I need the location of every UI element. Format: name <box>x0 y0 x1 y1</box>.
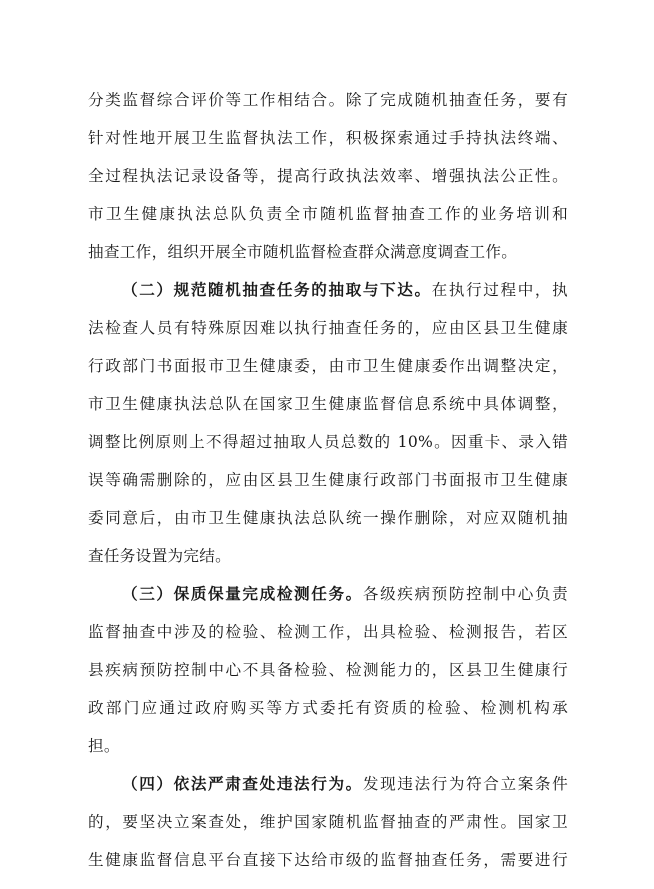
paragraph-line: 误等确需删除的，应由区县卫生健康行政部门书面报市卫生健康 <box>88 471 568 489</box>
section-heading: （四）依法严肃查处违法行为。 <box>122 774 363 793</box>
paragraph-line: 政部门应通过政府购买等方式委托有资质的检验、检测机构承 <box>88 699 568 717</box>
paragraph-line: 委同意后，由市卫生健康执法总队统一操作删除，对应双随机抽 <box>88 509 568 527</box>
paragraph-line: 监督抽查中涉及的检验、检测工作，出具检验、检测报告，若区 <box>88 623 568 641</box>
section-text: 在执行过程中，执 <box>431 281 568 299</box>
paragraph-line: 行政部门书面报市卫生健康委，由市卫生健康委作出调整决定， <box>88 357 568 375</box>
section-heading: （二）规范随机抽查任务的抽取与下达。 <box>122 280 432 299</box>
paragraph-line: 的，要坚决立案查处，维护国家随机监督抽查的严肃性。国家卫 <box>88 813 568 831</box>
paragraph-line: 市卫生健康执法总队负责全市随机监督抽查工作的业务培训和 <box>88 205 568 223</box>
section-first-line <box>122 280 568 300</box>
section-first-line <box>122 774 568 794</box>
paragraph-line: 生健康监督信息平台直接下达给市级的监督抽查任务，需要进行 <box>88 851 568 869</box>
paragraph-line: 分类监督综合评价等工作相结合。除了完成随机抽查任务，要有 <box>88 91 568 109</box>
paragraph-line: 查任务设置为完结。 <box>88 547 232 565</box>
section-heading: （三）保质保量完成检测任务。 <box>122 584 363 603</box>
paragraph-line: 担。 <box>88 737 120 755</box>
paragraph-line: 县疾病预防控制中心不具备检验、检测能力的，区县卫生健康行 <box>88 661 568 679</box>
paragraph-line: 抽查工作，组织开展全市随机监督检查群众满意度调查工作。 <box>88 243 518 261</box>
section-text: 各级疾病预防控制中心负责 <box>362 585 568 603</box>
paragraph-line: 全过程执法记录设备等，提高行政执法效率、增强执法公正性。 <box>88 167 568 185</box>
paragraph-line: 针对性地开展卫生监督执法工作，积极探索通过手持执法终端、 <box>88 129 568 147</box>
section-text: 发现违法行为符合立案条件 <box>362 775 568 793</box>
section-first-line <box>122 584 568 604</box>
paragraph-line: 法检查人员有特殊原因难以执行抽查任务的，应由区县卫生健康 <box>88 319 568 337</box>
paragraph-line: 调整比例原则上不得超过抽取人员总数的 10%。因重卡、录入错 <box>88 433 568 451</box>
paragraph-line: 市卫生健康执法总队在国家卫生健康监督信息系统中具体调整， <box>88 395 568 413</box>
